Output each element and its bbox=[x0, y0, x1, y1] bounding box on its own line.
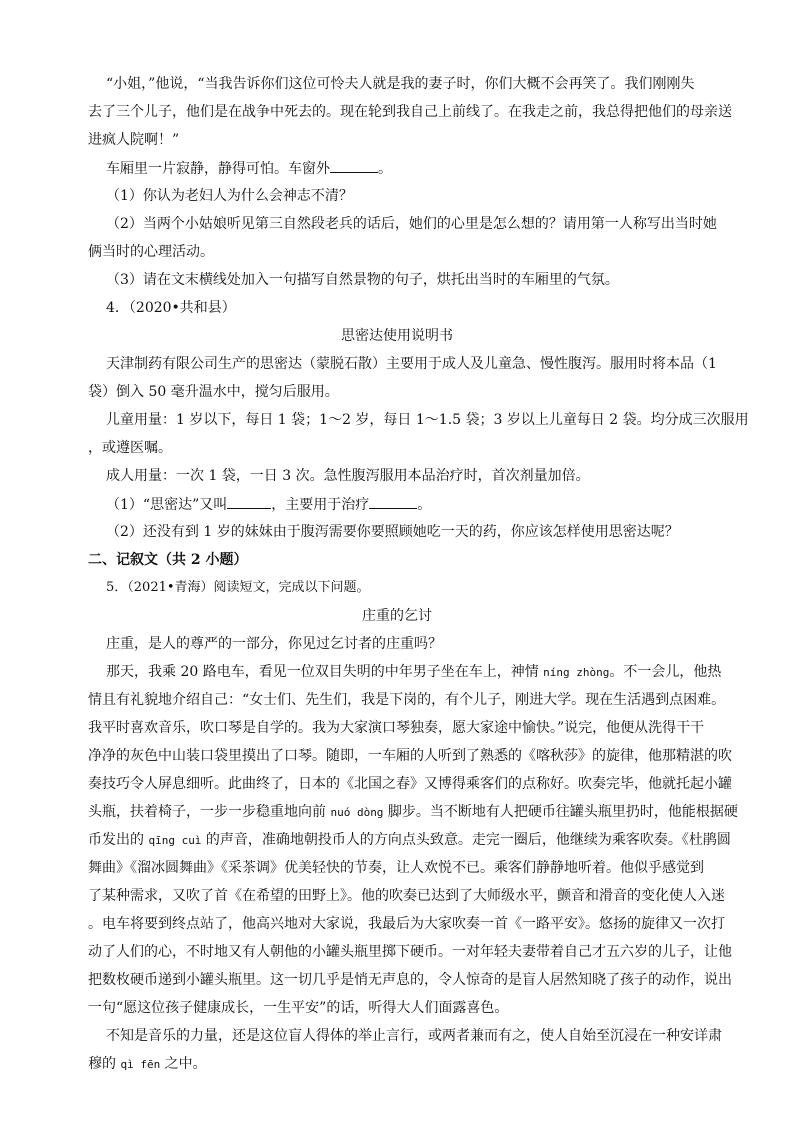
question-3: （3）请在文末横线处加入一句描写自然景物的句子，烘托出当时的车厢里的气氛。 bbox=[106, 272, 619, 288]
essay-paragraph-line: 不知是音乐的力量，还是这位盲人得体的举止言行，或两者兼而有之，使人自始至沉浸在一种安详肃 bbox=[106, 1028, 722, 1044]
question-4-header: 4．（2020•共和县） bbox=[106, 300, 236, 316]
essay-paragraph-line: 了某种需求，又吹了首《在希望的田野上》。他的吹奏已达到了大师级水平，颤音和滑音的变化使人入迷 bbox=[88, 888, 725, 904]
essay-text: 头瓶，扶着椅子，一步一步稳重地向前 bbox=[88, 804, 331, 820]
essay-paragraph-line: 。电车将要到终点站了，他高兴地对大家说，我最后为大家吹奏一首《一路平安》。悠扬的旋律又一次打 bbox=[88, 916, 725, 932]
instruction-paragraph-line: 袋）倒入 50 毫升温水中，搅匀后服用。 bbox=[88, 384, 339, 400]
essay-paragraph-line bbox=[0, 803, 794, 822]
essay-paragraph-line bbox=[0, 831, 794, 850]
essay-paragraph-line: 动了人们的心，不时地又有人朝他的小罐头瓶里掷下硬币。一对年轻夫妻带着自己才五六岁的儿子，让他 bbox=[88, 944, 732, 960]
answer-blank[interactable] bbox=[369, 495, 417, 509]
instruction-paragraph-line: ，或遵医嘱。 bbox=[88, 440, 172, 456]
question-4-sub1 bbox=[0, 495, 794, 514]
essay-paragraph-line: 把数枚硬币递到小罐头瓶里。这一切几乎是悄无声息的，令人惊奇的是盲人居然知晓了孩子的动作，说出 bbox=[88, 972, 732, 988]
essay-paragraph-line: 舞曲》《溜冰圆舞曲》《采茶调》优美轻快的节奏，让人欢悦不已。乘客们静静地听着。他似乎感觉到 bbox=[88, 860, 704, 876]
story-paragraph-fill-blank bbox=[0, 159, 794, 178]
sub1-text-b: ，主要用于治疗 bbox=[271, 497, 370, 513]
instruction-paragraph-line: 儿童用量：1 岁以下，每日 1 袋；1～2 岁，每日 1～1.5 袋；3 岁以上儿童每日 2 袋。均分成三次服用 bbox=[106, 412, 749, 428]
question-5-header: 5．（2021•青海）阅读短文，完成以下问题。 bbox=[106, 580, 370, 595]
essay-text: 穆的 bbox=[88, 1056, 121, 1072]
essay-paragraph-line: 一句“愿这位孩子健康成长，一生平安”的话，听得大人们面露喜色。 bbox=[88, 1000, 509, 1016]
section-heading: 二、记叙文（共 2 小题） bbox=[88, 552, 248, 568]
answer-blank[interactable] bbox=[227, 495, 271, 509]
essay-paragraph-line bbox=[0, 663, 794, 682]
essay-title: 庄重的乞讨 bbox=[362, 608, 432, 624]
instruction-paragraph-line: 成人用量：一次 1 袋，一日 3 次。急性腹泻服用本品治疗时，首次剂量加倍。 bbox=[106, 468, 590, 484]
question-1: （1）你认为老妇人为什么会神志不清？ bbox=[106, 188, 353, 204]
answer-blank[interactable] bbox=[330, 159, 378, 173]
essay-text: 。不一会儿，他热 bbox=[609, 664, 722, 680]
essay-text: 币发出的 bbox=[88, 832, 149, 848]
pinyin-prompt: nuó dòng bbox=[330, 806, 384, 819]
essay-paragraph-line: 庄重，是人的尊严的一部分，你见过乞讨者的庄重吗？ bbox=[106, 636, 442, 652]
pinyin-prompt: níng zhòng bbox=[543, 666, 610, 679]
essay-paragraph-line: 净净的灰色中山装口袋里摸出了口琴。随即，一车厢的人听到了熟悉的《喀秋莎》的旋律，他那精湛的吹 bbox=[88, 748, 732, 764]
essay-text: 那天，我乘 20 路电车，看见一位双目失明的中年男子坐在车上，神情 bbox=[106, 664, 544, 680]
essay-text: 脚步。当不断地有人把硬币往罐头瓶里扔时，他能根据硬 bbox=[383, 804, 738, 820]
story-paragraph-line: 进疯人院啊！” bbox=[88, 132, 180, 148]
fill-suffix: 。 bbox=[378, 161, 392, 177]
question-2-line: （2）当两个小姑娘听见第三自然段老兵的话后，她们的心里是怎么想的？请用第一人称写出当时她 bbox=[106, 216, 717, 232]
essay-paragraph-line: 我平时喜欢音乐，吹口琴是自学的。我为大家演口琴独奏，愿大家途中愉快。”说完，他便从洗得干干 bbox=[88, 720, 705, 736]
pinyin-prompt: qīng cuì bbox=[148, 834, 202, 847]
question-2-line: 俩当时的心理活动。 bbox=[88, 244, 214, 260]
instruction-paragraph-line: 天津制药有限公司生产的思密达（蒙脱石散）主要用于成人及儿童急、慢性腹泻。服用时将本品（1 bbox=[106, 356, 717, 372]
essay-text: 的声音，准确地朝投币人的方向点头致意。走完一圈后，他继续为乘客吹奏。《杜鹃圆 bbox=[201, 832, 731, 848]
essay-paragraph-line: 奏技巧令人屏息细听。此曲终了，日本的《北国之春》又博得乘客们的点称好。吹奏完毕，他就托起小罐 bbox=[88, 776, 732, 792]
sub1-text-c: 。 bbox=[417, 497, 432, 513]
essay-text: 之中。 bbox=[160, 1056, 207, 1072]
essay-paragraph-line bbox=[0, 1055, 794, 1074]
essay-paragraph-line: 情且有礼貌地介绍自己：“女士们、先生们，我是下岗的，有个儿子，刚进大学。现在生活遇到点困难。 bbox=[88, 692, 726, 708]
fill-prefix: 车厢里一片寂静，静得可怕。车窗外 bbox=[106, 161, 330, 177]
story-paragraph-line: 去了三个儿子，他们是在战争中死去的。现在轮到我自己上前线了。在我走之前，我总得把他们的母亲送 bbox=[88, 104, 732, 120]
pinyin-prompt: qì fēn bbox=[120, 1058, 161, 1071]
sub1-text-a: （1）“思密达”又叫 bbox=[106, 497, 228, 513]
instruction-title: 思密达使用说明书 bbox=[341, 328, 453, 344]
story-paragraph-line: “小姐，”他说，“当我告诉你们这位可怜夫人就是我的妻子时，你们大概不会再笑了。我们刚刚失 bbox=[106, 76, 695, 92]
question-4-sub2: （2）还没有到 1 岁的妹妹由于腹泻需要你要照顾她吃一天的药，你应该怎样使用思密达呢？ bbox=[106, 524, 679, 540]
